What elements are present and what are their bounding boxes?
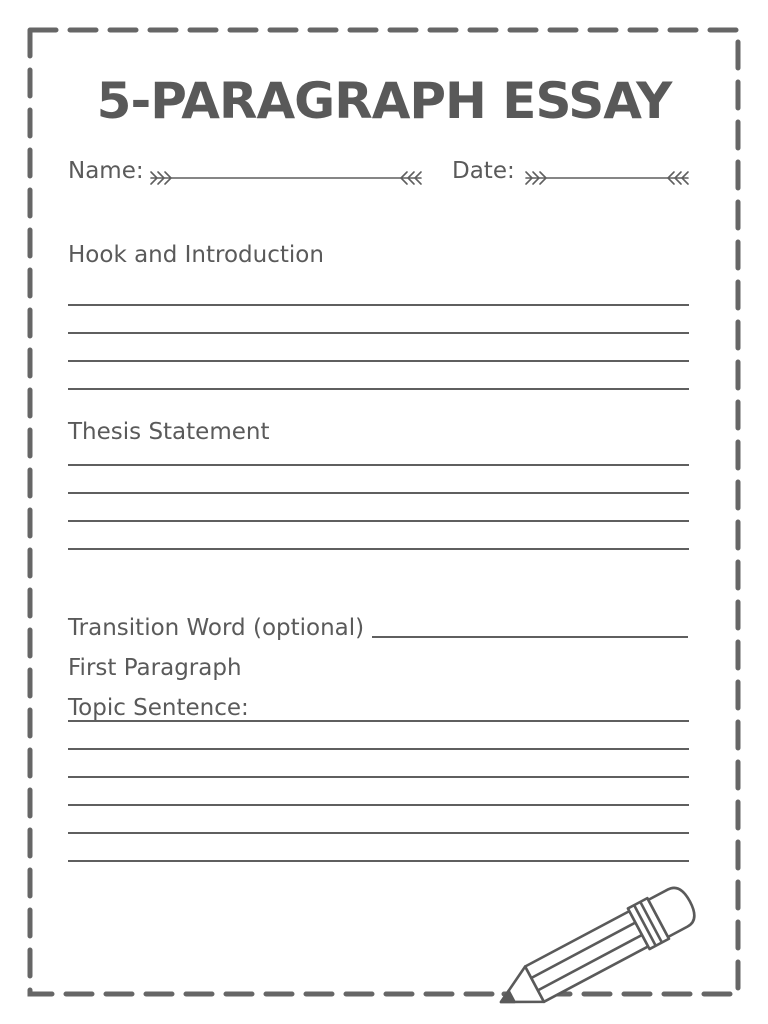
arrow-line-icon xyxy=(151,172,421,184)
transition-line[interactable] xyxy=(372,636,688,638)
arrow-line-icon xyxy=(526,172,688,184)
topic-line-2[interactable] xyxy=(68,748,689,750)
thesis-heading: Thesis Statement xyxy=(68,419,270,445)
thesis-line-1[interactable] xyxy=(68,464,689,466)
name-label: Name: xyxy=(68,158,144,184)
thesis-line-4[interactable] xyxy=(68,548,689,550)
hook-line-1[interactable] xyxy=(68,304,689,306)
pencil-icon xyxy=(495,880,715,1010)
hook-line-2[interactable] xyxy=(68,332,689,334)
transition-label: Transition Word (optional) xyxy=(68,615,365,641)
name-field-line[interactable] xyxy=(145,166,430,190)
thesis-line-2[interactable] xyxy=(68,492,689,494)
topic-sentence-label: Topic Sentence: xyxy=(68,695,249,721)
topic-line-5[interactable] xyxy=(68,832,689,834)
hook-line-3[interactable] xyxy=(68,360,689,362)
topic-line-3[interactable] xyxy=(68,776,689,778)
topic-line-4[interactable] xyxy=(68,804,689,806)
page-title: 5-PARAGRAPH ESSAY xyxy=(96,72,672,130)
first-paragraph-heading: First Paragraph xyxy=(68,655,242,681)
topic-line-1[interactable] xyxy=(68,720,689,722)
hook-heading: Hook and Introduction xyxy=(68,242,324,268)
hook-line-4[interactable] xyxy=(68,388,689,390)
thesis-line-3[interactable] xyxy=(68,520,689,522)
topic-line-6[interactable] xyxy=(68,860,689,862)
date-field-line[interactable] xyxy=(520,166,695,190)
date-label: Date: xyxy=(452,158,515,184)
